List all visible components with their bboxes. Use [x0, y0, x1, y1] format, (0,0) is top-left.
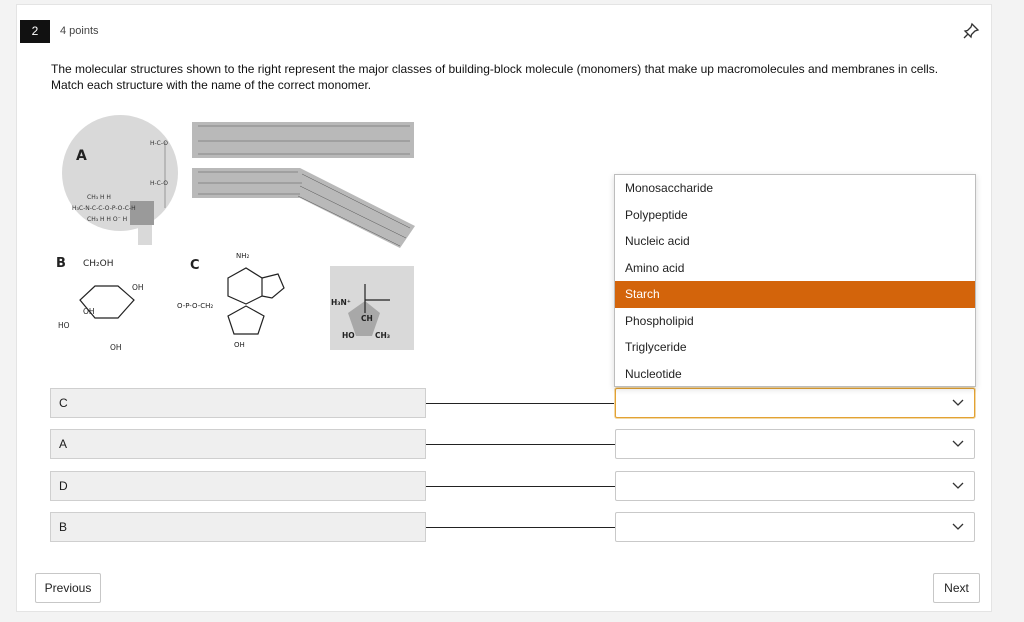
answer-select-row-2[interactable]	[615, 429, 975, 459]
chem-text: CH₃ H H	[87, 194, 111, 201]
structure-d-amino-acid	[329, 265, 414, 350]
question-prompt	[51, 61, 951, 93]
d-ch3: CH₃	[375, 331, 391, 340]
b-ho: HO	[58, 321, 70, 330]
option-phospholipid[interactable]: Phospholipid	[625, 313, 694, 328]
option-monosaccharide[interactable]: Monosaccharide	[625, 181, 714, 195]
molecular-structures-figure	[50, 108, 430, 358]
next-button[interactable]: Next	[933, 573, 980, 603]
question-number: 2	[20, 20, 50, 43]
c-oh: OH	[234, 341, 245, 349]
d-h3n: H₃N⁺	[331, 298, 351, 307]
chem-text: H-C-O	[150, 180, 168, 187]
option-polypeptide[interactable]: Polypeptide	[625, 207, 688, 222]
chevron-down-icon	[952, 398, 964, 408]
b-ch2oh: CH₂OH	[83, 259, 114, 269]
option-nucleic-acid[interactable]: Nucleic acid	[625, 234, 690, 248]
d-ch: CH	[361, 314, 373, 323]
chem-text: CH₃ H H O⁻ H	[87, 216, 128, 223]
match-label-row-3: D	[50, 471, 426, 501]
chevron-down-icon	[952, 439, 964, 449]
pin-icon[interactable]	[962, 22, 980, 40]
label-c: C	[190, 258, 200, 273]
chevron-down-icon	[952, 481, 964, 491]
b-oh: OH	[132, 283, 144, 292]
b-oh2: OH	[83, 307, 95, 316]
chem-text: H-C-O	[150, 140, 168, 147]
structure-b-glucose	[56, 256, 144, 352]
option-triglyceride[interactable]: Triglyceride	[625, 340, 687, 354]
b-oh3: OH	[110, 343, 122, 352]
connector-line	[426, 527, 616, 528]
match-label-row-2: A	[50, 429, 426, 459]
label-a: A	[76, 148, 87, 164]
prompt-line-1: The molecular structures shown to the right represent the major classes of building-block molecule (monomers) that make up macromolecules and membranes in cells.	[51, 62, 939, 76]
answer-select-row-4[interactable]	[615, 512, 975, 542]
structure-a-phospholipid	[62, 115, 415, 248]
question-points: 4 points	[60, 25, 99, 37]
option-nucleotide[interactable]: Nucleotide	[625, 366, 682, 381]
c-nh2: NH₂	[236, 252, 250, 260]
chem-text: O-P-O-CH₂	[177, 302, 214, 310]
connector-line	[426, 444, 616, 445]
answer-select-row-3[interactable]	[615, 471, 975, 501]
structure-c-nucleotide	[177, 252, 284, 349]
label-b: B	[56, 256, 66, 271]
previous-button[interactable]: Previous	[35, 573, 101, 603]
connector-line	[426, 486, 616, 487]
answer-select-row-1[interactable]	[615, 388, 975, 418]
match-label-row-4: B	[50, 512, 426, 542]
prompt-line-2: Match each structure with the name of the correct monomer.	[51, 78, 372, 92]
dropdown-options-list	[614, 174, 976, 387]
option-starch[interactable]: Starch	[615, 281, 975, 308]
d-ho: HO	[342, 331, 355, 340]
match-label-row-1: C	[50, 388, 426, 418]
option-amino-acid[interactable]: Amino acid	[625, 260, 685, 275]
chem-text: H₃C-N-C-C-O-P-O-C-H	[72, 205, 136, 212]
chevron-down-icon	[952, 522, 964, 532]
connector-line	[426, 403, 616, 404]
